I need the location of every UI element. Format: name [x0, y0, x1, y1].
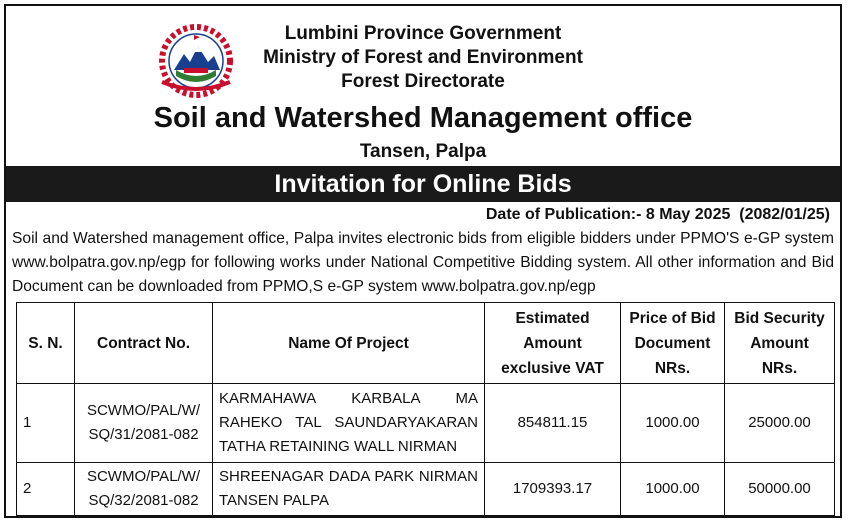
header-contract: Contract No.: [75, 303, 213, 384]
intro-paragraph: Soil and Watershed management office, Palpa invites electronic bids from eligible bidders under PPMO'S e-GP system www.bolpatra.gov.np/egp for following works under National Competitive Bidding system. All other information and Bid Document can be downloaded from PPMO,S e-GP system www.bolpatra.gov.np/egp: [12, 230, 834, 295]
directorate-name: Forest Directorate: [341, 71, 505, 92]
table-header-row: [17, 303, 835, 384]
cell-sn: 2: [17, 463, 75, 516]
office-name: Soil and Watershed Management office: [153, 102, 693, 134]
cell-amount: 1709393.17: [485, 463, 621, 516]
header-project: Name Of Project: [213, 303, 485, 384]
cell-price: 1000.00: [621, 384, 725, 463]
table-row: [17, 384, 835, 463]
header-sn: S. N.: [17, 303, 75, 384]
cell-contract: SCWMO/PAL/W/ SQ/31/2081-082: [75, 384, 213, 463]
cell-price: 1000.00: [621, 463, 725, 516]
office-location: Tansen, Palpa: [359, 141, 487, 162]
header-amount: Estimated Amount exclusive VAT: [485, 303, 621, 384]
cell-amount: 854811.15: [485, 384, 621, 463]
ministry-name: Ministry of Forest and Environment: [263, 47, 583, 68]
cell-security: 50000.00: [725, 463, 835, 516]
cell-security: 25000.00: [725, 384, 835, 463]
cell-contract: SCWMO/PAL/W/ SQ/32/2081-082: [75, 463, 213, 516]
publication-date: Date of Publication:- 8 May 2025 (2082/01/25): [485, 206, 830, 223]
table-row: [17, 463, 835, 516]
header-security: Bid Security Amount NRs.: [725, 303, 835, 384]
notice-page: [4, 4, 842, 518]
cell-sn: 1: [17, 384, 75, 463]
header-price: Price of Bid Document NRs.: [621, 303, 725, 384]
cell-project: KARMAHAWA KARBALA MA RAHEKO TAL SAUNDARYAKARAN TATHA RETAINING WALL NIRMAN: [213, 384, 485, 463]
bids-table: [16, 302, 835, 516]
cell-project: SHREENAGAR DADA PARK NIRMAN TANSEN PALPA: [213, 463, 485, 516]
notice-title: Invitation for Online Bids: [6, 166, 840, 202]
government-name: Lumbini Province Government: [284, 23, 562, 44]
